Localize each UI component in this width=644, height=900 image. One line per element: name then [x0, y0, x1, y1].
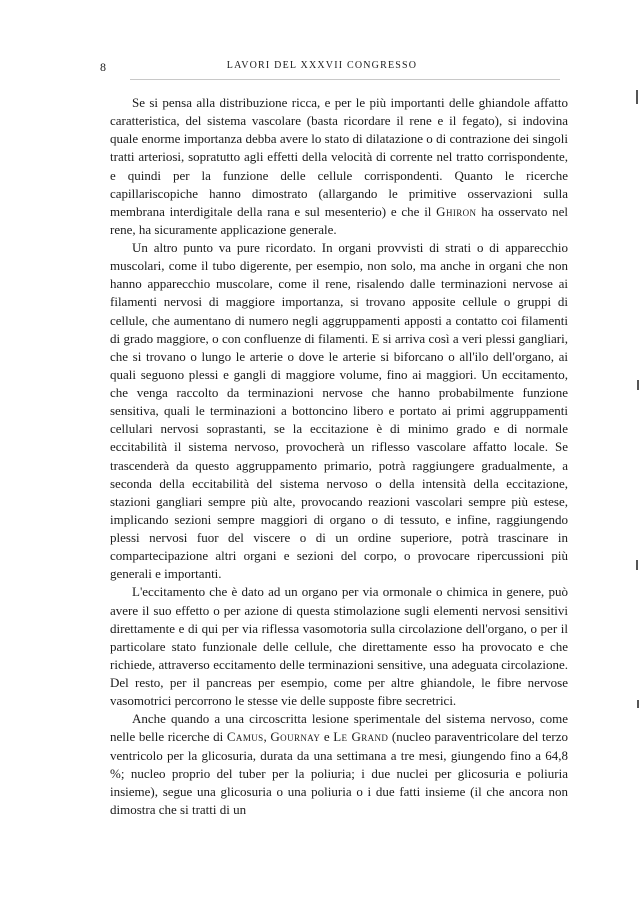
running-head: LAVORI DEL XXXVII CONGRESSO [226, 60, 418, 71]
body-text [110, 94, 568, 819]
text-run: Anche quando a una circoscritta lesione sperimentale del sistema nervoso, come nelle belle ricerche di [110, 711, 568, 745]
scan-mark [636, 560, 638, 570]
author-name: Le Grand [333, 729, 389, 745]
header-rule [130, 79, 560, 80]
text-run: , [263, 729, 271, 745]
author-name: Ghiron [436, 203, 477, 219]
author-name: Camus [226, 729, 264, 745]
scan-mark [637, 700, 639, 708]
scan-mark [636, 90, 638, 104]
paragraph [110, 710, 568, 819]
text-run: e [320, 729, 334, 745]
paragraph [110, 239, 568, 583]
paragraph [110, 583, 568, 710]
text-run: Un altro punto va pure ricordato. In organi provvisti di strati o di apparecchio muscolari, come il tubo digerente, per esempio, non solo, ma anche in organi che non hanno apparecchio muscolare, come il rene, risalendo dalle terminazioni nervose ai filamenti nervosi di maggiore importanza, si trovano apposite cellule o gruppi di cellule, che aumentano di numero negli aggruppamenti apposti a contatto coi filamenti di grado maggiore, o con confluenze di filamenti. E si arriva così a veri plessi gangliari, che si trovano o lungo le arterie o dove le arterie si biforcano o all'ilo dell'organo, ai quali seguono plessi e gangli di maggiore volume, fino ai maggiori. Un eccitamento, che venga raccolto da terminazioni nervose che hanno probabilmente funzione sensitiva, quali le terminazioni a bottoncino libero e portato ai primi aggruppamenti cellulari nervosi soprastanti, se la eccitazione è di minimo grado e di normale eccitabilità il sistema nervoso, provocherà un riflesso vascolare affatto locale. Se trascenderà da questo aggruppamento primario, potrà raggiungere gradualmente, a seconda della eccitabilità del sistema nervoso o della intensità della eccitazione, stazioni gangliari sempre più alte, provocando reazioni vascolari sempre più estese, implicando sezioni sempre maggiori di organo o di tessuto, e infine, raggiungendo plessi nervosi fuor del viscere o di un ordine superiore, potrà trascinare in compartecipazione altri organi e sezioni del corpo, o provocare ripercussioni più generali e importanti. [110, 240, 568, 582]
text-run: (nucleo paraventricolare del terzo ventricolo per la glicosuria, durata da una settimana a tre mesi, giungendo fino a 64,8 %; nucleo proprio del tuber per la poliuria; i due nuclei per glicosuria e poliuria insieme), segue una glicosuria o una poliuria o i due fatti insieme (il che ancora non dimostra che si tratti di un [110, 729, 568, 817]
scan-mark [637, 380, 639, 390]
text-run: ha osservato nel rene, ha sicuramente applicazione generale. [110, 203, 568, 237]
text-run: L'eccitamento che è dato ad un organo per via ormonale o chimica in genere, può avere il suo effetto o per azione di questa stimolazione sugli elementi nervosi sensitivi direttamente e di qui per via riflessa vasomotoria sulla circolazione dell'organo, o per il particolare stato funzionale delle cellule, che direttamente esso ha provocato e che richiede, attraverso eccitamento delle terminazioni sensitive, una adeguata circolazione. Del resto, per il pancreas per esempio, come per altre ghiandole, le fibre nervose vasomotrici percorrono le stesse vie delle supposte fibre secretrici. [110, 584, 568, 709]
page-number: 8 [100, 60, 106, 74]
paragraph [110, 94, 568, 239]
author-name: Gournay [270, 729, 321, 745]
text-run: Se si pensa alla distribuzione ricca, e per le più importanti delle ghiandole affatto caratteristica, del sistema vascolare (basta ricordare il rene e il fegato), si indovina quale enorme importanza debba avere lo stato di dilatazione o di contrazione dei singoli tratti arteriosi, sopratutto agli effetti della velocità di corrente nel tratto corrispondente, e quindi per la funzione delle cellule corrispondenti. Quanto le ricerche capillariscopiche hanno dimostrato (allargando le primitive osservazioni sulla membrana interdigitale della rana e sul mesenterio) e che il [110, 95, 568, 219]
